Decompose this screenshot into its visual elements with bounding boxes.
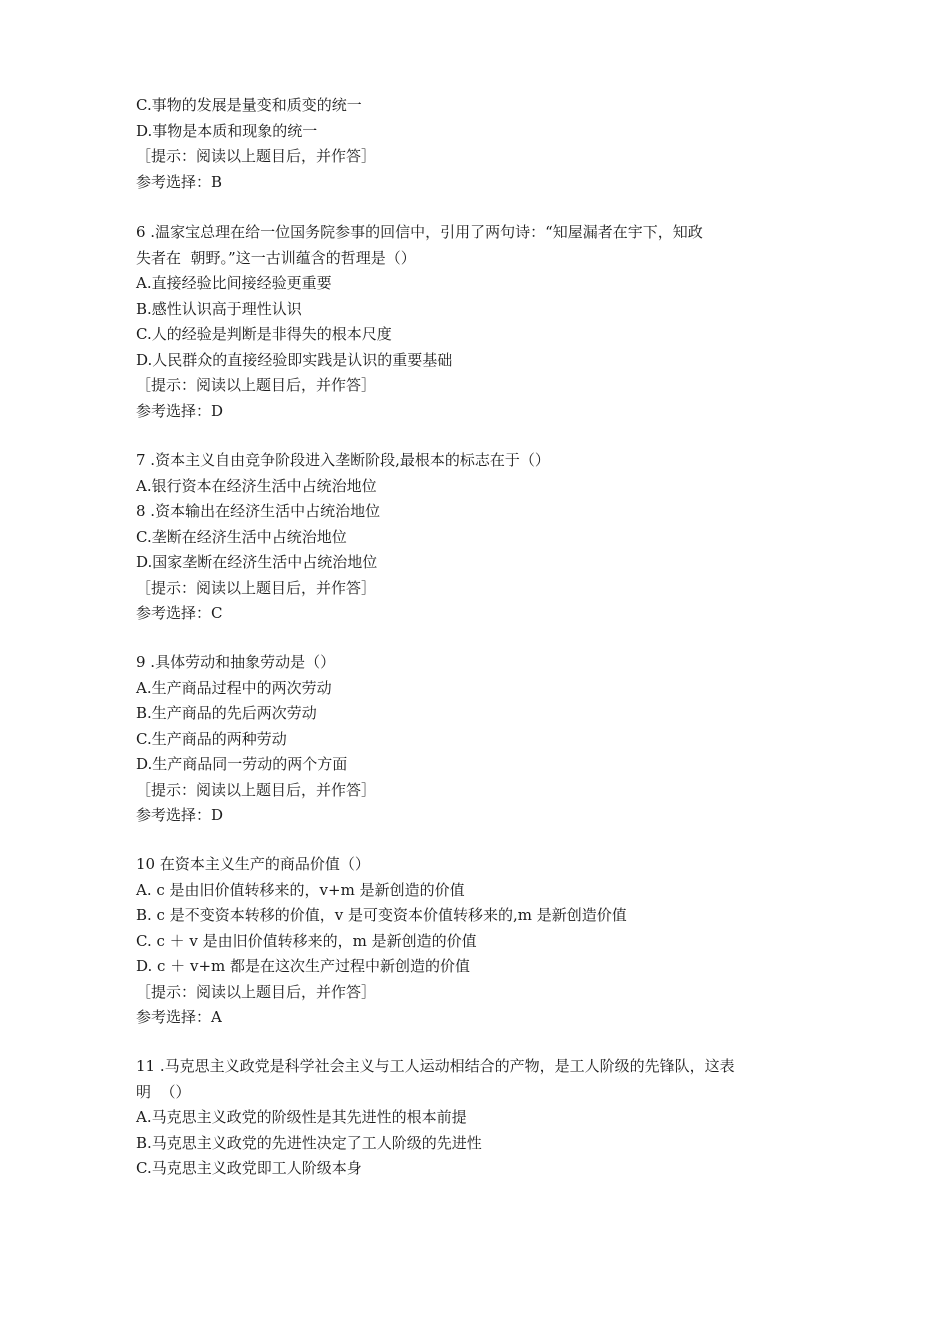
q11-option-c: C.马克思主义政党即工人阶级本身 (136, 1159, 362, 1177)
q9-option-d: D.生产商品同一劳动的两个方面 (136, 755, 348, 773)
q10-option-c: C. c ＋ v 是由旧价值转移来的，m 是新创造的价值 (136, 932, 477, 950)
q11-stem-line1: 11 .马克思主义政党是科学社会主义与工人运动相结合的产物，是工人阶级的先锋队，这表 (136, 1057, 735, 1075)
q9-stem: 9 .具体劳动和抽象劳动是（） (136, 653, 336, 671)
q5-option-c: C.事物的发展是量变和质变的统一 (136, 96, 362, 114)
q6-stem-line2: 失者在 朝野。”这一古训蕴含的哲理是（） (136, 249, 416, 267)
q10-option-a: A. c 是由旧价值转移来的，v+m 是新创造的价值 (136, 881, 465, 899)
q7-hint: ［提示：阅读以上题目后，并作答］ (136, 579, 377, 597)
q9-hint: ［提示：阅读以上题目后，并作答］ (136, 781, 377, 799)
q11-stem-line2: 明 （） (136, 1083, 191, 1101)
q10-hint: ［提示：阅读以上题目后，并作答］ (136, 983, 377, 1001)
q10-stem: 10 在资本主义生产的商品价值（） (136, 855, 370, 873)
q6-answer: 参考选择：D (136, 402, 224, 420)
q9-option-b: B.生产商品的先后两次劳动 (136, 704, 317, 722)
q9-option-a: A.生产商品过程中的两次劳动 (136, 679, 332, 697)
q10-option-b: B. c 是不变资本转移的价值，v 是可变资本价值转移来的,m 是新创造价值 (136, 906, 627, 924)
q7-stem: 7 .资本主义自由竞争阶段进入垄断阶段,最根本的标志在于（） (136, 451, 550, 469)
q6-option-a: A.直接经验比间接经验更重要 (136, 274, 332, 292)
q6-option-b: B.感性认识高于理性认识 (136, 300, 302, 318)
q7-option-a: A.银行资本在经济生活中占统治地位 (136, 477, 377, 495)
q6-option-c: C.人的经验是判断是非得失的根本尺度 (136, 325, 392, 343)
q5-option-d: D.事物是本质和现象的统一 (136, 122, 318, 140)
q7-option-b: 8 .资本输出在经济生活中占统治地位 (136, 502, 381, 520)
q9-answer: 参考选择：D (136, 806, 224, 824)
q11-option-a: A.马克思主义政党的阶级性是其先进性的根本前提 (136, 1108, 467, 1126)
q7-option-d: D.国家垄断在经济生活中占统治地位 (136, 553, 378, 571)
q7-option-c: C.垄断在经济生活中占统治地位 (136, 528, 347, 546)
q6-option-d: D.人民群众的直接经验即实践是认识的重要基础 (136, 351, 453, 369)
q5-hint: ［提示：阅读以上题目后，并作答］ (136, 147, 377, 165)
q6-stem-line1: 6 .温家宝总理在给一位国务院参事的回信中，引用了两句诗：“知屋漏者在宇下，知政 (136, 223, 703, 241)
q7-answer: 参考选择：C (136, 604, 223, 622)
q11-option-b: B.马克思主义政党的先进性决定了工人阶级的先进性 (136, 1134, 482, 1152)
q10-answer: 参考选择：A (136, 1008, 222, 1026)
q10-option-d: D. c ＋ v+m 都是在这次生产过程中新创造的价值 (136, 957, 471, 975)
q6-hint: ［提示：阅读以上题目后，并作答］ (136, 376, 377, 394)
q5-answer: 参考选择：B (136, 173, 223, 191)
q9-option-c: C.生产商品的两种劳动 (136, 730, 287, 748)
